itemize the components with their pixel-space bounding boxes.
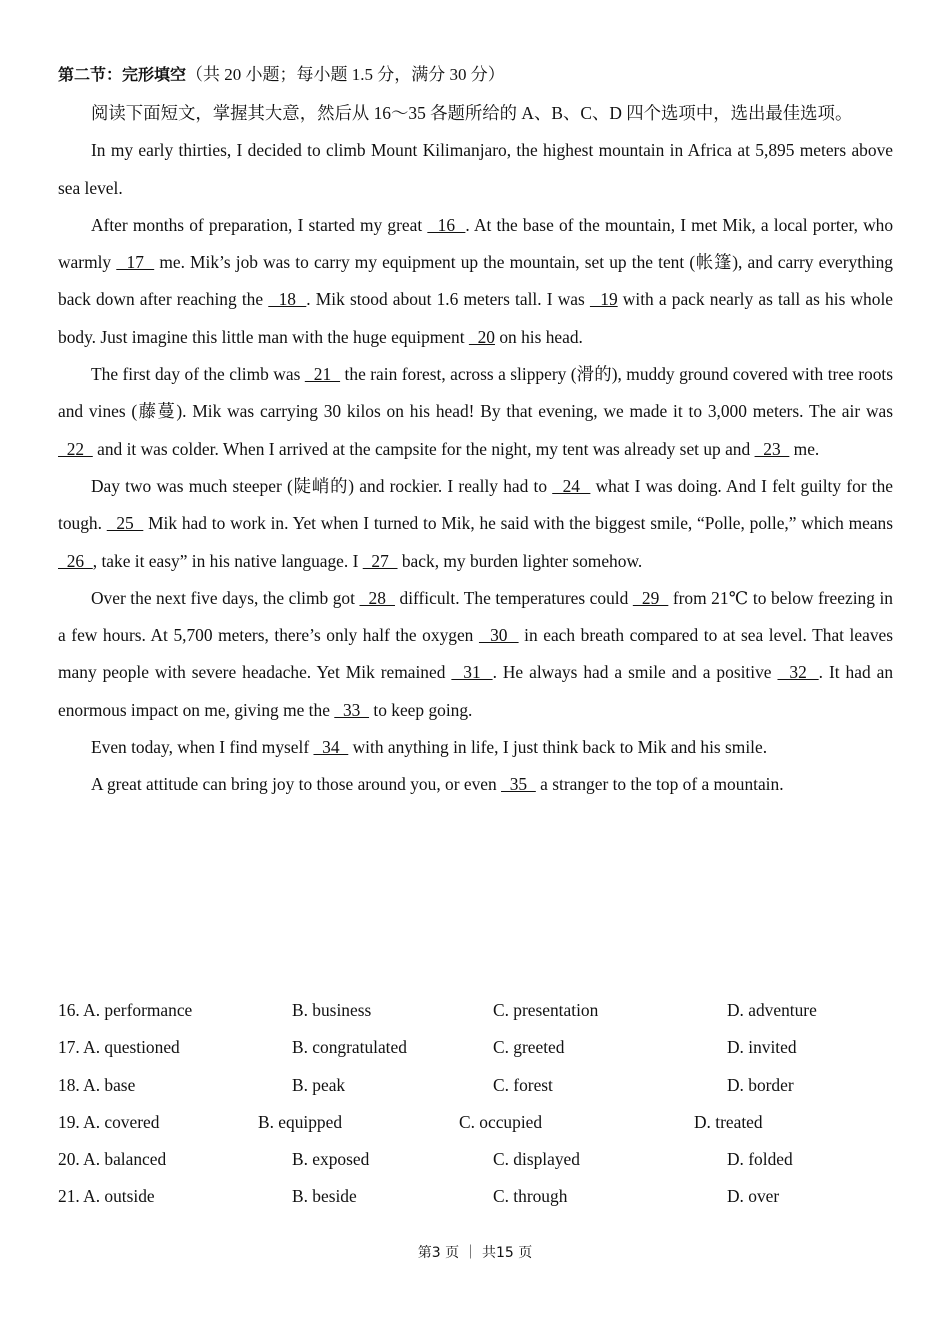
question-18-options bbox=[58, 1067, 893, 1104]
page-footer: 第3 页 ｜ 共15 页 bbox=[417, 1245, 533, 1261]
paragraph-6: Even today, when I find myself 34 with anything in life, I just think back to Mik and his smile. bbox=[91, 737, 768, 758]
question-17-options bbox=[58, 1029, 893, 1066]
option-a: 20. A. balanced bbox=[58, 1149, 167, 1170]
blank-31: 31 bbox=[451, 662, 493, 683]
section-heading bbox=[58, 63, 893, 87]
paragraph-3: The first day of the climb was 21 the rain forest, across a slippery (滑的), muddy ground covered with tree roots and vines (藤蔓). Mik was carrying 30 kilos on his head! By that evening, we made it to 3,000 meters. The air was 22 and it was colder. When I arrived at the campsite for the night, my tent was already set up and 23 me. bbox=[58, 364, 893, 459]
option-d: D. treated bbox=[694, 1111, 763, 1132]
option-b: B. business bbox=[292, 1000, 372, 1020]
options-list bbox=[58, 992, 893, 1216]
paragraph-5: Over the next five days, the climb got 28 difficult. The temperatures could 29 from 21℃ to below freezing in a few hours. At 5,700 meters, there’s only half the oxygen 30 in each breath compared to at sea level. That leaves many people with severe headache. Yet Mik remained 31 . He always had a smile and a positive 32 . It had an enormous impact on me, giving me the 33 to keep going. bbox=[58, 587, 894, 720]
option-b: B. equipped bbox=[258, 1111, 343, 1132]
blank-30: 30 bbox=[478, 625, 519, 646]
blank-27: 27 bbox=[362, 550, 398, 571]
blank-17: 17 bbox=[116, 252, 155, 273]
blank-25: 25 bbox=[106, 513, 144, 534]
option-a: 19. A. covered bbox=[58, 1111, 160, 1132]
paragraph-2: After months of preparation, I started my great 16 . At the base of the mountain, I met Mik, a local porter, who warmly 17 me. Mik’s job was to carry my equipment up the mountain, set up the tent (帐篷), and carry everything back down after reaching the 18 . Mik stood about 1.6 meters tall. I was 19 with a pack nearly as tall as his whole body. Just imagine this little man with the huge equipment 20 on his head. bbox=[58, 214, 894, 347]
paragraph-7: A great attitude can bring joy to those around you, or even 35 a stranger to the top of a mountain. bbox=[91, 774, 784, 795]
question-20-options bbox=[58, 1141, 893, 1178]
instruction: 阅读下面短文，掌握其大意，然后从 16～35 各题所给的 A、B、C、D 四个选项中，选出最佳选项。 bbox=[91, 103, 853, 123]
option-b: B. congratulated bbox=[292, 1037, 407, 1058]
blank-32: 32 bbox=[777, 662, 819, 683]
blank-21: 21 bbox=[304, 364, 341, 385]
option-d: D. adventure bbox=[727, 1000, 817, 1020]
option-c: C. forest bbox=[493, 1074, 553, 1095]
question-21-options bbox=[58, 1178, 893, 1215]
blank-33: 33 bbox=[334, 699, 370, 720]
blank-24: 24 bbox=[552, 475, 591, 496]
blank-19: 19 bbox=[589, 289, 618, 310]
section-note: （共 20 小题；每小题 1.5 分，满分 30 分） bbox=[186, 65, 505, 84]
blank-28: 28 bbox=[359, 587, 395, 608]
option-b: B. beside bbox=[292, 1186, 357, 1207]
option-c: C. displayed bbox=[493, 1149, 580, 1170]
blank-20: 20 bbox=[468, 326, 495, 347]
question-16-options bbox=[58, 992, 893, 1029]
option-a: 21. A. outside bbox=[58, 1186, 155, 1207]
option-c: C. through bbox=[493, 1186, 568, 1207]
option-b: B. exposed bbox=[292, 1149, 370, 1170]
blank-23: 23 bbox=[754, 438, 790, 459]
blank-16: 16 bbox=[427, 214, 466, 235]
passage bbox=[58, 95, 893, 804]
option-c: C. occupied bbox=[459, 1111, 543, 1132]
option-a: 16. A. performance bbox=[58, 1000, 193, 1020]
option-d: D. folded bbox=[727, 1149, 793, 1170]
question-19-options bbox=[58, 1104, 893, 1141]
option-c: C. presentation bbox=[493, 1000, 599, 1020]
blank-29: 29 bbox=[632, 587, 669, 608]
option-a: 18. A. base bbox=[58, 1074, 136, 1095]
option-d: D. border bbox=[727, 1074, 794, 1095]
option-a: 17. A. questioned bbox=[58, 1037, 180, 1058]
blank-22: 22 bbox=[58, 438, 93, 459]
option-d: D. over bbox=[727, 1186, 780, 1207]
blank-26: 26 bbox=[58, 550, 93, 571]
blank-18: 18 bbox=[268, 289, 307, 310]
option-b: B. peak bbox=[292, 1074, 346, 1095]
blank-34: 34 bbox=[313, 737, 349, 758]
option-d: D. invited bbox=[727, 1037, 797, 1058]
paragraph-4: Day two was much steeper (陡峭的) and rockier. I really had to 24 what I was doing. And I felt guilty for the tough. 25 Mik had to work in. Yet when I turned to Mik, he said with the biggest smile, “Polle, polle,” which means 26 , take it easy” in his native language. I 27 back, my burden lighter somehow. bbox=[58, 475, 893, 571]
section-title: 第二节：完形填空 bbox=[58, 65, 187, 84]
option-c: C. greeted bbox=[493, 1037, 565, 1058]
paragraph-1: In my early thirties, I decided to climb Mount Kilimanjaro, the highest mountain in Africa at 5,895 meters above sea level. bbox=[58, 140, 893, 198]
blank-35: 35 bbox=[501, 774, 536, 795]
